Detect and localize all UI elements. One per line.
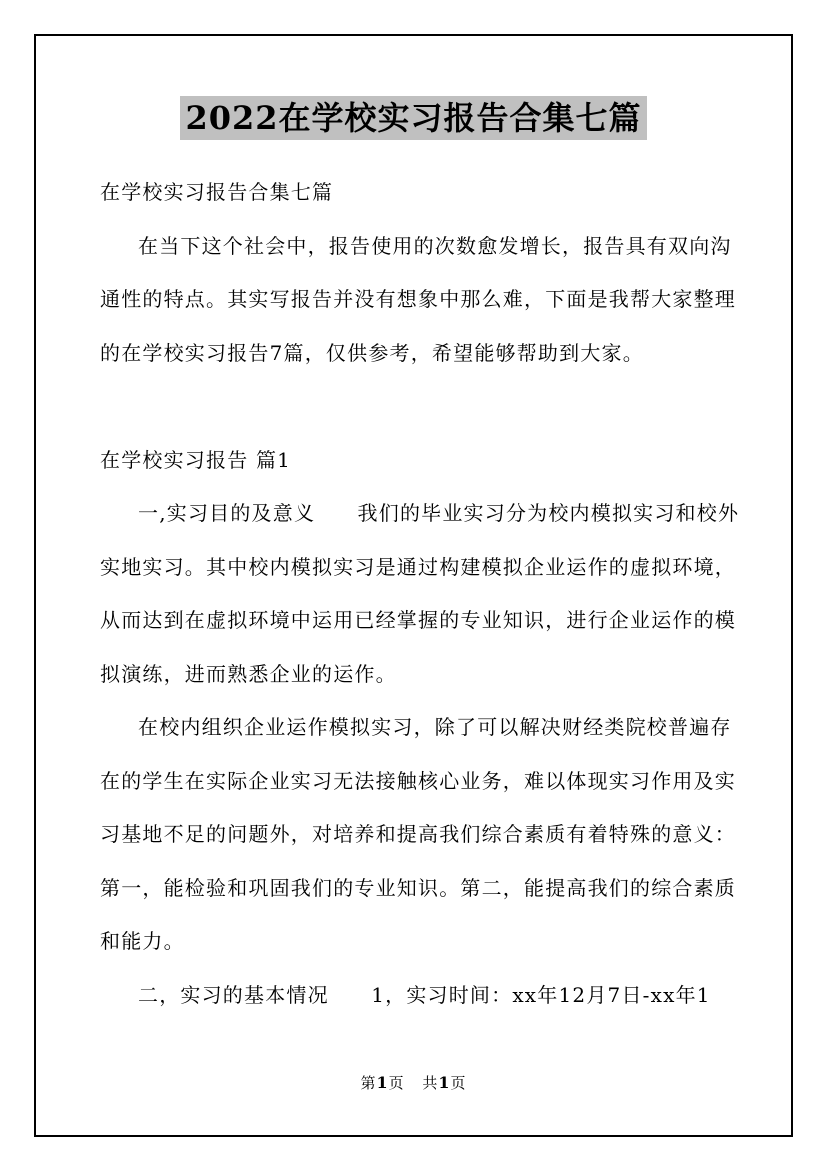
- body-line: 的在学校实习报告7篇，仅供参考，希望能够帮助到大家。: [100, 340, 644, 365]
- body-line: 通性的特点。其实写报告并没有想象中那么难，下面是我帮大家整理: [100, 287, 736, 311]
- total-pages-prefix: 共: [422, 1074, 439, 1092]
- current-page-number: 1: [376, 1073, 389, 1092]
- body-line: 在校内组织企业运作模拟实习，除了可以解决财经类院校普遍存: [138, 715, 732, 739]
- body-line: 实地实习。其中校内模拟实习是通过构建模拟企业运作的虚拟环境，: [100, 554, 736, 579]
- body-line: 一,实习目的及意义 我们的毕业实习分为校内模拟实习和校外: [138, 501, 740, 525]
- document-title: [0, 98, 827, 140]
- body-line: 习基地不足的问题外，对培养和提高我们综合素质有着特殊的意义：: [100, 822, 736, 846]
- body-line: 二，实习的基本情况 1，实习时间：xx年12月7日-xx年1: [138, 982, 711, 1007]
- title-highlight-text: 2022在学校实习报告合集七篇: [180, 96, 646, 140]
- total-pages-number: 1: [438, 1073, 451, 1092]
- current-page-label: [360, 1074, 404, 1092]
- total-pages-suffix: 页: [450, 1074, 467, 1092]
- body-line: 在的学生在实际企业实习无法接触核心业务，难以体现实习作用及实: [100, 768, 736, 793]
- body-line: 从而达到在虚拟环境中运用已经掌握的专业知识，进行企业运作的模: [100, 608, 736, 632]
- body-line: [100, 380, 740, 434]
- document-body: [100, 166, 740, 1022]
- body-line: 第一，能检验和巩固我们的专业知识。第二，能提高我们的综合素质: [100, 875, 736, 900]
- body-line: 拟演练，进而熟悉企业的运作。: [100, 661, 397, 686]
- body-line: 和能力。: [100, 929, 185, 953]
- page-footer: [0, 1072, 827, 1093]
- total-pages-label: [422, 1074, 466, 1092]
- body-line: 在学校实习报告 篇1: [100, 447, 292, 472]
- body-line: 在当下这个社会中，报告使用的次数愈发增长，报告具有双向沟: [138, 233, 732, 258]
- body-line: 在学校实习报告合集七篇: [100, 180, 334, 204]
- current-page-suffix: 页: [388, 1074, 405, 1092]
- current-page-prefix: 第: [360, 1074, 377, 1092]
